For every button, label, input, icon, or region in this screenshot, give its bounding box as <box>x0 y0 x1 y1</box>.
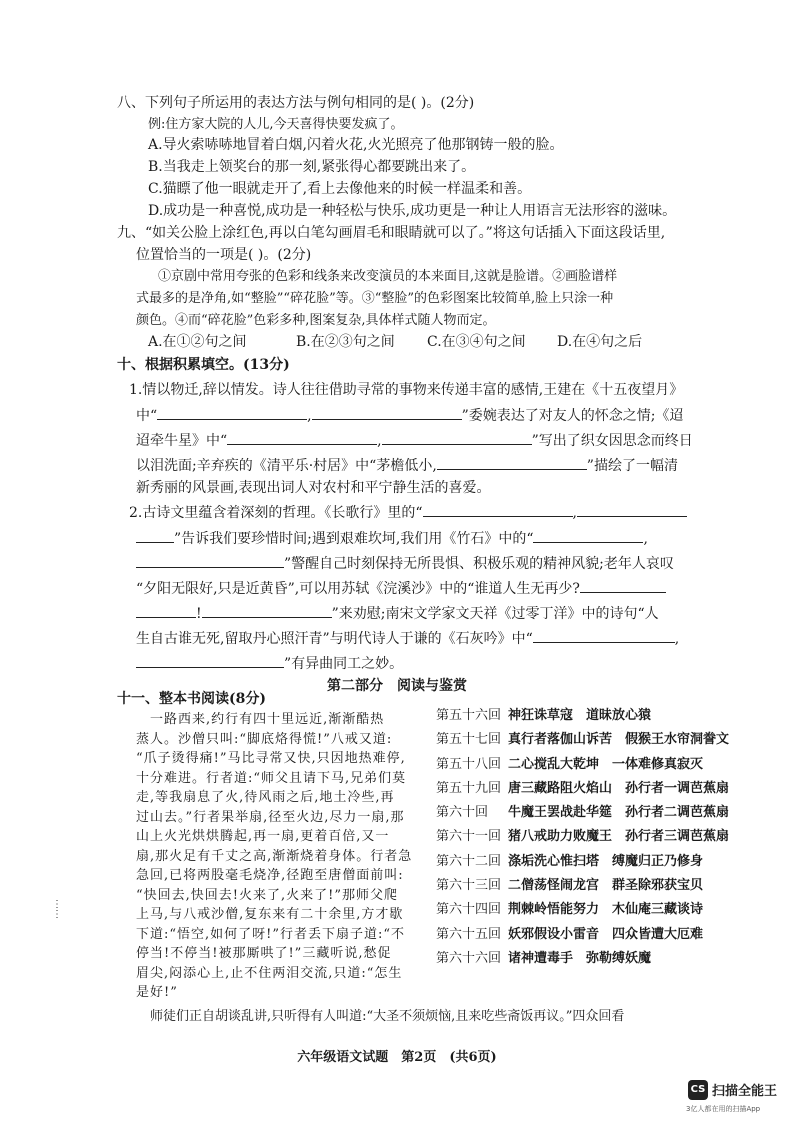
chapter-title: 猪八戒助力败魔王 孙行者三调芭蕉扇 <box>508 829 730 845</box>
story-line: 一路西来,约行有四十里远近,渐渐酷热 <box>136 712 385 727</box>
chapter-title: 牛魔王罢战赴华筵 孙行者二调芭蕉扇 <box>508 805 730 821</box>
poem-blank-7b[interactable] <box>136 528 174 543</box>
q10-item1-line2-start: 中“ <box>136 408 158 424</box>
chapter-number: 第五十七回 <box>436 732 502 748</box>
chapter-title: 荆棘岭悟能努力 木仙庵三藏谈诗 <box>508 902 704 918</box>
exclaim: ! <box>196 606 202 622</box>
comma: , <box>643 531 648 547</box>
story-line: “爪子烫得痛!”马比寻常又快,只因地热难停, <box>136 751 406 766</box>
chapter-number: 第六十五回 <box>436 926 502 942</box>
chapter-number: 第五十六回 <box>436 708 502 723</box>
chapter-item <box>436 777 730 801</box>
q10-item2-line6 <box>136 628 679 649</box>
watermark-brand: 扫描全能王 <box>712 1084 778 1099</box>
chapter-number: 第六十一回 <box>436 829 502 845</box>
poem-blank-7[interactable] <box>577 502 687 517</box>
q11-title: 十一、整本书阅读(8分) <box>117 691 266 707</box>
q10-item2-line2-start: ”告诉我们要珍惜时间;遇到艰难坎坷,我们用《竹石》中的“ <box>174 531 534 547</box>
poem-blank-4[interactable] <box>382 430 532 445</box>
q10-item2-line3 <box>136 553 674 574</box>
poem-blank-2[interactable] <box>312 405 462 420</box>
story-line: 是好!” <box>136 985 178 1000</box>
chapter-list <box>436 704 730 971</box>
q8-example: 例:住方家大院的人儿,今天喜得快要发疯了。 <box>148 117 404 132</box>
q11-story <box>136 710 436 1003</box>
q8-title: 八、下列句子所运用的表达方法与例句相同的是( )。(2分) <box>117 95 475 111</box>
comma: , <box>572 505 577 521</box>
chapter-item <box>436 753 726 777</box>
q9-passage-line3: 颜色。④而“碎花脸”色彩多种,图案复杂,具体样式随人物而定。 <box>136 313 496 328</box>
q10-item2-line5-text: ”来劝慰;南宋文学家文天祥《过零丁洋》中的诗句“人 <box>331 606 659 622</box>
poem-blank-13[interactable] <box>136 653 284 668</box>
story-line: 停当!不停当!被那厮哄了!”三藏听说,愁促 <box>136 946 392 961</box>
chapter-number: 第六十六回 <box>436 950 502 966</box>
q11-last-line: 师徒们正自胡谈乱讲,只听得有人叫道:“大圣不须烦恼,且来吃些斋饭再议。”四众回看 <box>150 1009 625 1024</box>
q8-option-c: C.猫瞟了他一眼就走开了,看上去像他来的时候一样温柔和善。 <box>148 181 532 197</box>
watermark-subtitle: 3亿人都在用的扫描App <box>686 1105 761 1113</box>
poem-blank-1[interactable] <box>157 405 307 420</box>
q8-option-a: A.导火索哧哧地冒着白烟,闪着火花,火光照亮了他那钢铸一般的脸。 <box>148 137 564 153</box>
q9-option-d: D.在④句之后 <box>557 334 643 350</box>
q10-item2-line1 <box>129 502 687 523</box>
q10-item2-line1-start: 2.古诗文里蕴含着深刻的哲理。《长歌行》里的“ <box>129 505 423 521</box>
q10-item2-line2 <box>136 528 648 549</box>
poem-blank-9[interactable] <box>136 553 284 568</box>
poem-blank-6[interactable] <box>423 502 573 517</box>
camscanner-logo-icon: CS <box>688 1080 708 1100</box>
chapter-number: 第六十二回 <box>436 853 502 869</box>
q10-item2-line6-start: 生自古谁无死,留取丹心照汗青”与明代诗人于谦的《石灰吟》中“ <box>136 631 533 647</box>
chapter-item <box>436 825 730 849</box>
chapter-title: 妖邪假设小雷音 四众皆遭大厄难 <box>508 926 704 942</box>
q9-passage-line2: 式最多的是净角,如“整脸”“碎花脸”等。③“整脸”的色彩图案比较简单,脸上只涂一种 <box>136 291 614 306</box>
chapter-item <box>436 898 726 922</box>
q10-item1-line4 <box>136 455 678 476</box>
chapter-title: 二心搅乱大乾坤 一体难修真寂灭 <box>508 756 704 772</box>
story-line: “快回去,快回去!火来了,火来了!”那师父爬 <box>136 887 399 903</box>
story-line: 急回,已将两股毫毛烧净,径跑至唐僧面前叫: <box>136 868 404 883</box>
part2-heading: 第二部分 阅读与鉴赏 <box>327 678 467 694</box>
q10-item1-line3-end: ”写出了织女因思念而终日 <box>531 433 693 449</box>
chapter-item <box>436 704 726 728</box>
chapter-item <box>436 923 726 947</box>
chapter-item <box>436 801 730 825</box>
q10-item2-line7-text: ”有异曲同工之妙。 <box>284 656 404 672</box>
q9-option-a: A.在①②句之间 <box>148 334 247 350</box>
chapter-title: 神狂诛草寇 道昧放心猿 <box>508 708 652 723</box>
poem-blank-3[interactable] <box>227 430 377 445</box>
q8-option-d: D.成功是一种喜悦,成功是一种轻松与快乐,成功更是一种让人用语言无法形容的滋味。 <box>148 203 677 219</box>
chapter-title: 唐三藏路阻火焰山 孙行者一调芭蕉扇 <box>508 780 730 796</box>
chapter-item <box>436 874 726 898</box>
page-footer: 六年级语文试题 第2页 (共6页) <box>297 1050 497 1065</box>
q10-title: 十、根据积累填空。(13分) <box>117 357 290 373</box>
q10-item1-line5: 新秀丽的风景画,表现出词人对农村和平宁静生活的喜爱。 <box>136 480 491 496</box>
q9-option-b: B.在②③句之间 <box>296 334 395 350</box>
poem-blank-12[interactable] <box>533 628 675 643</box>
chapter-number: 第六十回 <box>436 805 489 821</box>
q10-item2-line7 <box>136 653 403 674</box>
story-line: 山上火光烘烘腾起,再一扇,更着百倍,又一 <box>136 829 390 844</box>
q10-item1-line3 <box>136 430 693 451</box>
chapter-item <box>436 947 726 971</box>
story-line: 走,等我扇息了火,待风雨之后,地土冷些,再 <box>136 790 395 805</box>
q9-option-c: C.在③④句之间 <box>427 334 526 350</box>
q10-item1-line2-end: ”委婉表达了对友人的怀念之情;《迢 <box>461 408 684 424</box>
story-line: 过山去。”行者果举扇,径至火边,尽力一扇,那 <box>136 809 405 825</box>
q10-item2-line4-text: “夕阳无限好,只是近黄昏”,可以用苏轼《浣溪沙》中的“谁道人生无再少? <box>136 581 580 597</box>
chapter-number: 第六十三回 <box>436 878 502 894</box>
q10-item2-line4 <box>136 578 666 599</box>
chapter-title: 二僧荡怪闹龙宫 群圣除邪获宝贝 <box>508 878 704 894</box>
chapter-title: 真行者落伽山诉苦 假猴王水帘洞誊文 <box>508 732 730 748</box>
story-line: 上马,与八戒沙僧,复东来有二十余里,方才歇 <box>136 907 404 922</box>
comma: , <box>674 631 680 647</box>
story-line: 下道:“悟空,如何了呀!”行者丢下扇子道:“不 <box>136 926 406 942</box>
q9-passage-line1: ①京剧中常用夸张的色彩和线条来改变演员的本来面目,这就是脸谱。②画脸谱样 <box>158 269 618 284</box>
q10-item1-line3-start: 迢牵牛星》中“ <box>136 433 228 449</box>
chapter-number: 第六十四回 <box>436 902 502 918</box>
q9-title-line2: 位置恰当的一项是( )。(2分) <box>136 247 312 263</box>
story-line: 蒸人。沙僧只叫:“脚底烙得慌!”八戒又道: <box>136 731 393 747</box>
chapter-number: 第五十九回 <box>436 780 502 796</box>
poem-blank-10[interactable] <box>580 578 666 593</box>
q10-item1-line4-start: 以泪洗面;辛弃疾的《清平乐·村居》中“茅檐低小, <box>136 458 437 474</box>
story-line: 眉尖,闷添心上,止不住两泪交流,只道:“怎生 <box>136 965 403 981</box>
q10-item1-line1: 1.情以物迁,辞以情发。诗人往往借助寻常的事物来传递丰富的感情,王建在《十五夜望月》 <box>129 382 684 398</box>
poem-blank-5[interactable] <box>437 455 587 470</box>
poem-blank-8[interactable] <box>533 528 643 543</box>
q9-title-line1: 九、“如关公脸上涂红色,再以白笔勾画眉毛和眼睛就可以了。”将这句话插入下面这段话里, <box>117 225 666 241</box>
chapter-item <box>436 850 726 874</box>
story-line: 十分难进。行者道:“师父且请下马,兄弟们莫 <box>136 770 407 786</box>
q10-item1-line4-end: ”描绘了一幅清 <box>586 458 678 474</box>
poem-blank-11[interactable] <box>202 603 332 618</box>
binding-margin-marks: ⋮ ⋮ <box>52 899 62 920</box>
chapter-number: 第五十八回 <box>436 756 502 772</box>
q10-item2-line3-text: ”警醒自己时刻保持无所畏惧、积极乐观的精神风貌;老年人哀叹 <box>284 556 674 572</box>
q10-item2-line5 <box>136 603 659 624</box>
chapter-title: 诸神遭毒手 弥勒缚妖魔 <box>508 950 652 966</box>
chapter-item <box>436 728 730 752</box>
q8-option-b: B.当我走上领奖台的那一刻,紧张得心都要跳出来了。 <box>148 159 476 175</box>
comma: , <box>377 433 382 449</box>
story-line: 扇,那火足有千丈之高,渐渐烧着身体。行者急 <box>136 848 413 864</box>
chapter-title: 涤垢洗心惟扫塔 缚魔归正乃修身 <box>508 853 704 869</box>
poem-blank-10b[interactable] <box>136 603 196 618</box>
q10-item1-line2 <box>136 405 684 426</box>
comma: , <box>307 408 312 424</box>
